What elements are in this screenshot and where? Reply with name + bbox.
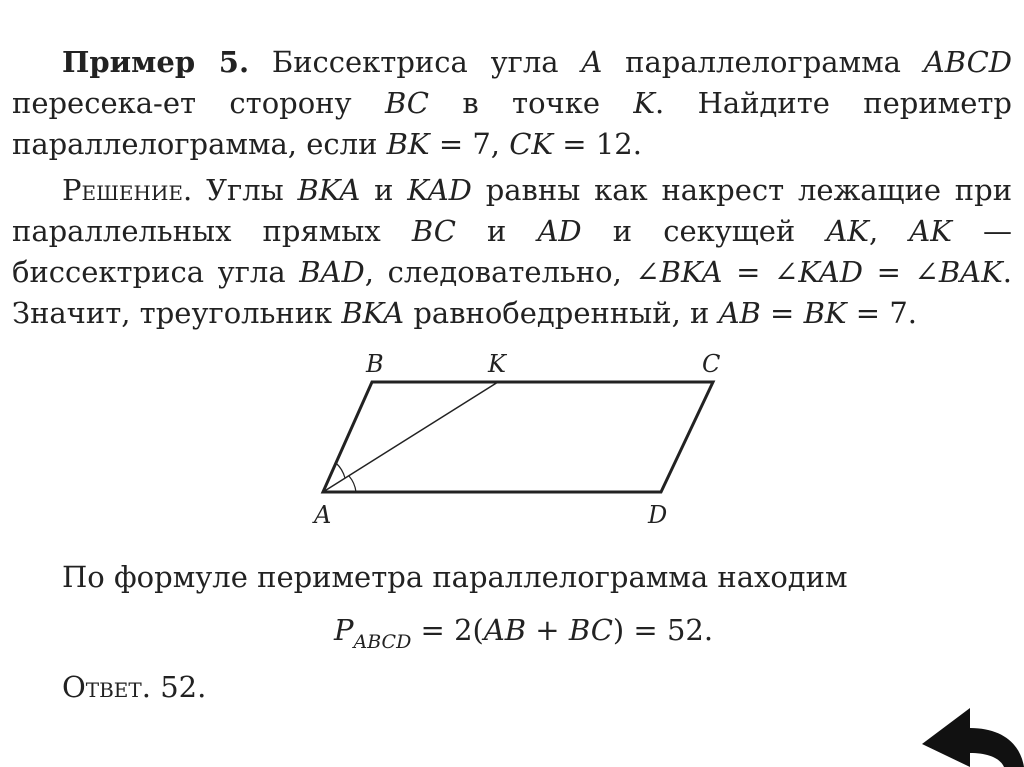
parallelogram-abcd (323, 382, 713, 492)
problem-text: Биссектриса угла A параллелограмма ABCD пересека-ет сторону BC в точке K. Найдите периметр параллелограмма, если BK = 7, CK = 12. (12, 45, 1013, 161)
angle-arc-kad (349, 476, 356, 492)
perimeter-formula (334, 610, 714, 653)
answer-value: 52. (160, 670, 207, 704)
bisector-ak (323, 382, 498, 492)
formula-intro: По формуле периметра параллелограмма находим (62, 560, 848, 594)
parallelogram-diagram (300, 340, 740, 540)
formula-expression: = 2(AB + BC) = 52. (411, 613, 714, 647)
label-k: K (488, 350, 506, 378)
back-arrow-shape (922, 708, 1024, 767)
solution-body: Углы BKA и KAD равны как накрест лежащие при параллельных прямых BC и AD и секущей AK, AK — биссектриса угла BAD, следовательно, ∠BKA = ∠KAD = ∠BAK. Значит, треугольник BKA равнобедренный, и AB = BK = 7. (12, 173, 1013, 330)
label-a: A (314, 501, 332, 529)
solution-label: Решение. (62, 173, 193, 207)
label-c: C (702, 350, 721, 378)
problem-label: Пример 5. (62, 45, 250, 79)
angle-arc-bak (336, 463, 345, 478)
answer-label: Ответ. (62, 670, 151, 704)
formula-p: P (334, 613, 354, 647)
label-b: B (366, 350, 384, 378)
label-d: D (648, 501, 668, 529)
formula-subscript: ABCD (353, 631, 412, 653)
solution-text (12, 170, 1012, 334)
answer (62, 667, 206, 707)
problem-statement (12, 42, 1012, 165)
back-arrow-icon[interactable] (920, 700, 1024, 767)
